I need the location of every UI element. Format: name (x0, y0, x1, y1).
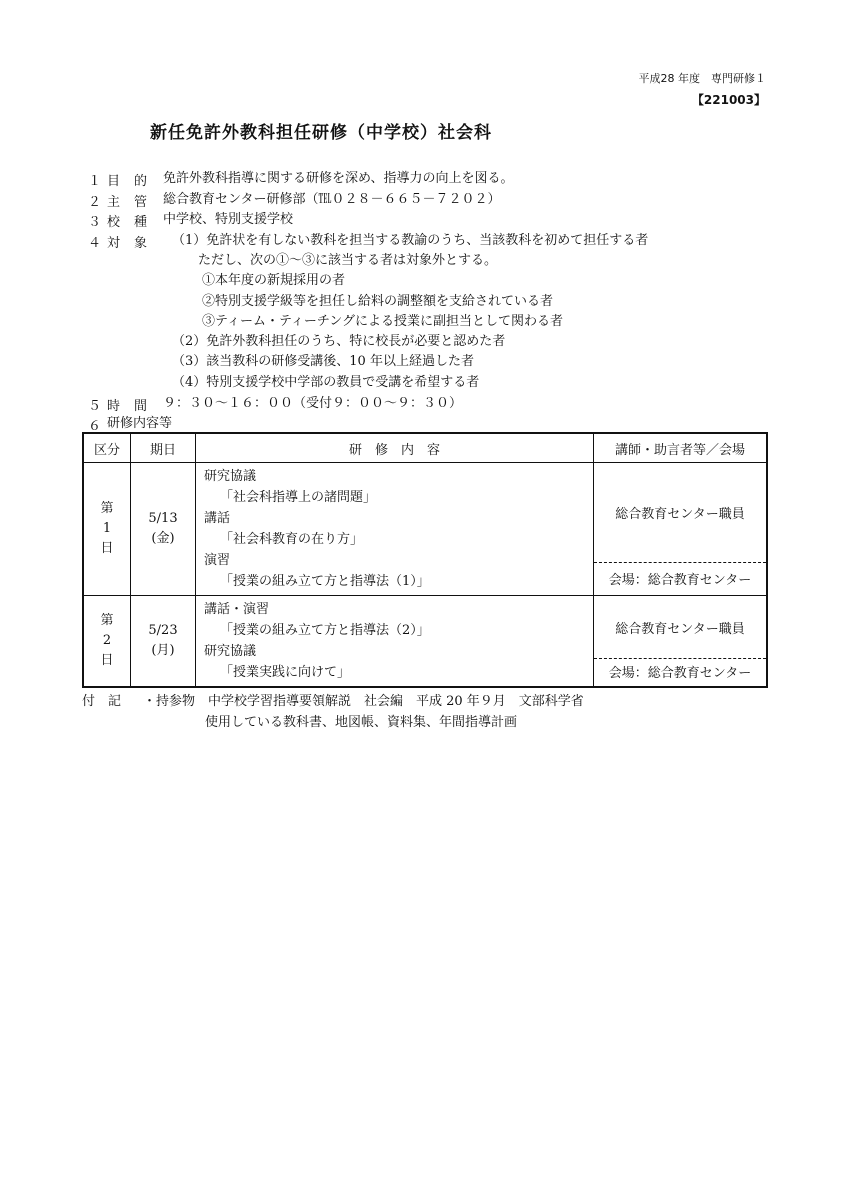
target-number: ４ (88, 236, 102, 251)
header-course-code: 【221003】 (691, 93, 766, 107)
day-char: 日 (100, 653, 114, 668)
content-line: 「授業の組み立て方と指導法（2）」 (220, 623, 430, 638)
organizer-label: 主管 (107, 195, 162, 210)
target-exclusion-2: ②特別支援学級等を担任し給料の調整額を支給されている者 (202, 294, 554, 309)
content-line: 研究協議 (204, 469, 257, 484)
content-line: 講話・演習 (204, 602, 270, 617)
header-date: 期日 (131, 433, 196, 463)
venue: 会場：総合教育センター (608, 666, 752, 681)
content-line: 「社会科教育の在り方」 (220, 532, 364, 547)
weekday: (金) (151, 531, 175, 546)
target-item-3: （3）該当教科の研修受講後、10 年以上経過した者 (172, 354, 474, 369)
content-line: 講話 (204, 511, 231, 526)
day-label (83, 463, 131, 596)
school-type-number: ３ (88, 215, 102, 230)
header-year-course: 平成28 年度 専門研修１ (638, 72, 766, 85)
header-staff: 講師・助言者等／会場 (594, 433, 768, 463)
day-char: 1 (102, 521, 112, 536)
target-exclusion-1: ①本年度の新規採用の者 (202, 273, 346, 288)
target-label: 対象 (107, 236, 162, 251)
table-row (83, 463, 767, 596)
notes-label: 付 記 (82, 694, 122, 709)
content-line: 演習 (204, 553, 231, 568)
date-cell (131, 596, 196, 688)
venue: 会場：総合教育センター (608, 572, 752, 588)
day-char: 日 (100, 541, 114, 556)
content-line: 「授業実践に向けて」 (220, 665, 351, 680)
content-line: 「授業の組み立て方と指導法（1）」 (220, 574, 430, 589)
organizer-number: ２ (88, 195, 102, 210)
content-cell (196, 463, 594, 596)
schedule-table (82, 432, 768, 688)
content-line: 「社会科指導上の諸問題」 (220, 490, 377, 505)
target-item-1-note: ただし、次の①～③に該当する者は対象外とする。 (198, 253, 498, 268)
staff-name: 総合教育センター職員 (594, 463, 766, 563)
target-item-4: （4）特別支援学校中学部の教員で受講を希望する者 (172, 375, 480, 390)
notes-line-2: 使用している教科書、地図帳、資料集、年間指導計画 (205, 715, 518, 730)
table-row (83, 596, 767, 688)
staff-name: 総合教育センター職員 (594, 596, 766, 659)
table-header-row (83, 433, 767, 463)
target-item-1: （1）免許状を有しない教科を担当する教諭のうち、当該教科を初めて担任する者 (172, 233, 649, 248)
school-type-text: 中学校、特別支援学校 (163, 212, 294, 227)
day-char: 第 (100, 501, 114, 516)
notes-line-1: ・持参物 中学校学習指導要領解説 社会編 平成 20 年９月 文部科学省 (143, 694, 584, 709)
date-cell (131, 463, 196, 596)
day-char: 第 (100, 613, 114, 628)
target-exclusion-3: ③ティーム・ティーチングによる授業に副担当として関わる者 (202, 314, 564, 329)
header-kubun: 区分 (83, 433, 131, 463)
content-number: ６ (88, 419, 102, 434)
time-label: 時間 (107, 399, 162, 414)
weekday: (月) (151, 643, 175, 658)
staff-cell (594, 596, 768, 688)
purpose-text: 免許外教科指導に関する研修を深め、指導力の向上を図る。 (163, 171, 514, 186)
organizer-text: 総合教育センター研修部（℡０２８－６６５－７２０２） (163, 192, 501, 207)
header-content: 研 修 内 容 (196, 433, 594, 463)
content-line: 研究協議 (204, 644, 257, 659)
purpose-number: １ (88, 174, 102, 189)
day-char: 2 (102, 633, 112, 648)
content-label: 研修内容等 (107, 416, 173, 431)
page-title: 新任免許外教科担任研修（中学校）社会科 (150, 123, 492, 143)
staff-cell (594, 463, 768, 596)
school-type-label: 校種 (107, 215, 162, 230)
date-value: 5/13 (148, 511, 178, 526)
day-label (83, 596, 131, 688)
time-number: ５ (88, 399, 102, 414)
time-text: ９：３０～１６：００（受付９：００～９：３０） (163, 396, 463, 411)
target-item-2: （2）免許外教科担任のうち、特に校長が必要と認めた者 (172, 334, 506, 349)
content-cell (196, 596, 594, 688)
purpose-label: 目的 (107, 174, 162, 189)
date-value: 5/23 (148, 623, 178, 638)
